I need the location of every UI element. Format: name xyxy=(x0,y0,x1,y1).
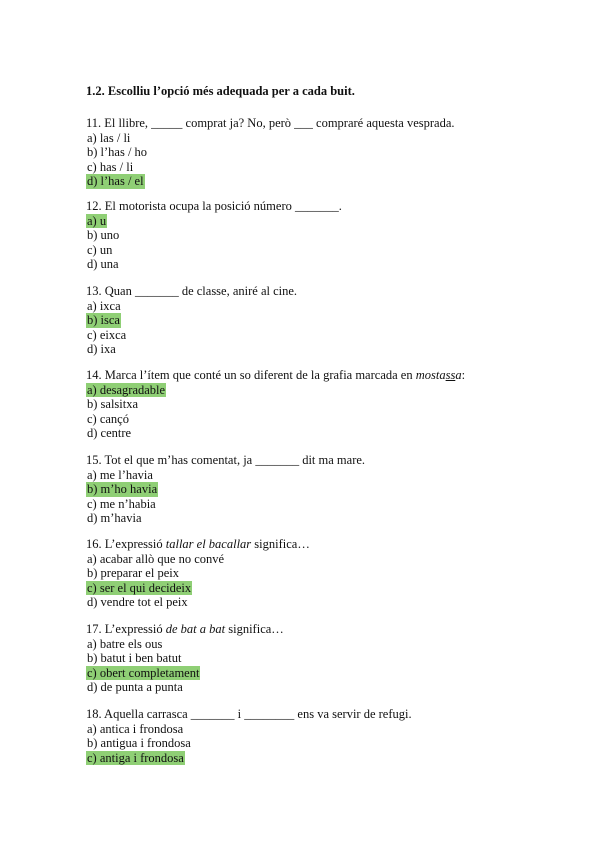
question-11 xyxy=(86,116,455,189)
option-b: b) antigua i frondosa xyxy=(87,736,191,751)
question-12 xyxy=(86,199,342,272)
question-13 xyxy=(86,284,297,357)
option-b: b) preparar el peix xyxy=(87,566,179,581)
question-stem: 15. Tot el que m’has comentat, ja _______ dit ma mare. xyxy=(86,453,366,467)
option-d: d) centre xyxy=(87,426,132,441)
option-b: b) salsitxa xyxy=(87,397,139,412)
question-16 xyxy=(86,537,310,610)
option-a: a) batre els ous xyxy=(87,636,163,651)
question-14 xyxy=(86,368,465,441)
option-a: a) las / li xyxy=(87,130,131,145)
option-d: d) de punta a punta xyxy=(87,680,183,695)
question-15 xyxy=(86,453,365,526)
option-a: a) me l’havia xyxy=(87,467,153,482)
option-d: d) una xyxy=(87,257,119,272)
option-d-correct: d) l’has / el xyxy=(87,174,144,189)
option-d: d) m’havia xyxy=(87,511,142,526)
question-stem: 11. El llibre, _____ comprat ja? No, però ___ compraré aquesta vesprada. xyxy=(86,116,455,130)
option-a: a) acabar allò que no convé xyxy=(87,551,225,566)
question-stem: 16. L’expressió tallar el bacallar significa… xyxy=(86,537,310,551)
option-d: d) ixa xyxy=(87,342,116,357)
option-d: d) vendre tot el peix xyxy=(87,595,188,610)
option-c: c) has / li xyxy=(87,159,134,174)
question-18 xyxy=(86,707,412,765)
option-c: c) me n’habia xyxy=(87,496,156,511)
italic-expression: de bat a bat xyxy=(165,622,226,636)
question-17 xyxy=(86,622,284,695)
option-a: a) antica i frondosa xyxy=(87,721,184,736)
option-c: c) cançó xyxy=(87,411,129,426)
option-c: c) un xyxy=(87,242,113,257)
option-b: b) batut i ben batut xyxy=(87,651,182,666)
option-b: b) uno xyxy=(87,228,120,243)
option-a-correct: a) desagradable xyxy=(87,382,166,397)
option-b: b) l’has / ho xyxy=(87,145,148,160)
marked-spelling: ss xyxy=(445,368,456,382)
question-stem: 17. L’expressió de bat a bat significa… xyxy=(86,622,284,636)
option-c-correct: c) antiga i frondosa xyxy=(87,750,184,765)
question-stem: 13. Quan _______ de classe, aniré al cine. xyxy=(86,284,298,298)
option-c: c) eixca xyxy=(87,327,127,342)
option-b-correct: b) m’ho havia xyxy=(87,482,158,497)
italic-word: mostassa xyxy=(415,368,462,382)
question-stem: 12. El motorista ocupa la posició número _______. xyxy=(86,199,342,213)
option-b-correct: b) isca xyxy=(87,313,120,328)
option-c-correct: c) ser el qui decideix xyxy=(87,580,192,595)
option-a: a) ixca xyxy=(87,298,121,313)
question-stem: 14. Marca l’ítem que conté un so diferent de la grafia marcada en mostassa: xyxy=(86,368,466,382)
section-heading: 1.2. Escolliu l’opció més adequada per a cada buit. xyxy=(86,84,355,98)
option-c-correct: c) obert completament xyxy=(87,665,200,680)
option-a-correct: a) u xyxy=(87,213,107,228)
italic-expression: tallar el bacallar xyxy=(165,537,252,551)
question-stem: 18. Aquella carrasca _______ i ________ ens va servir de refugi. xyxy=(86,707,412,721)
